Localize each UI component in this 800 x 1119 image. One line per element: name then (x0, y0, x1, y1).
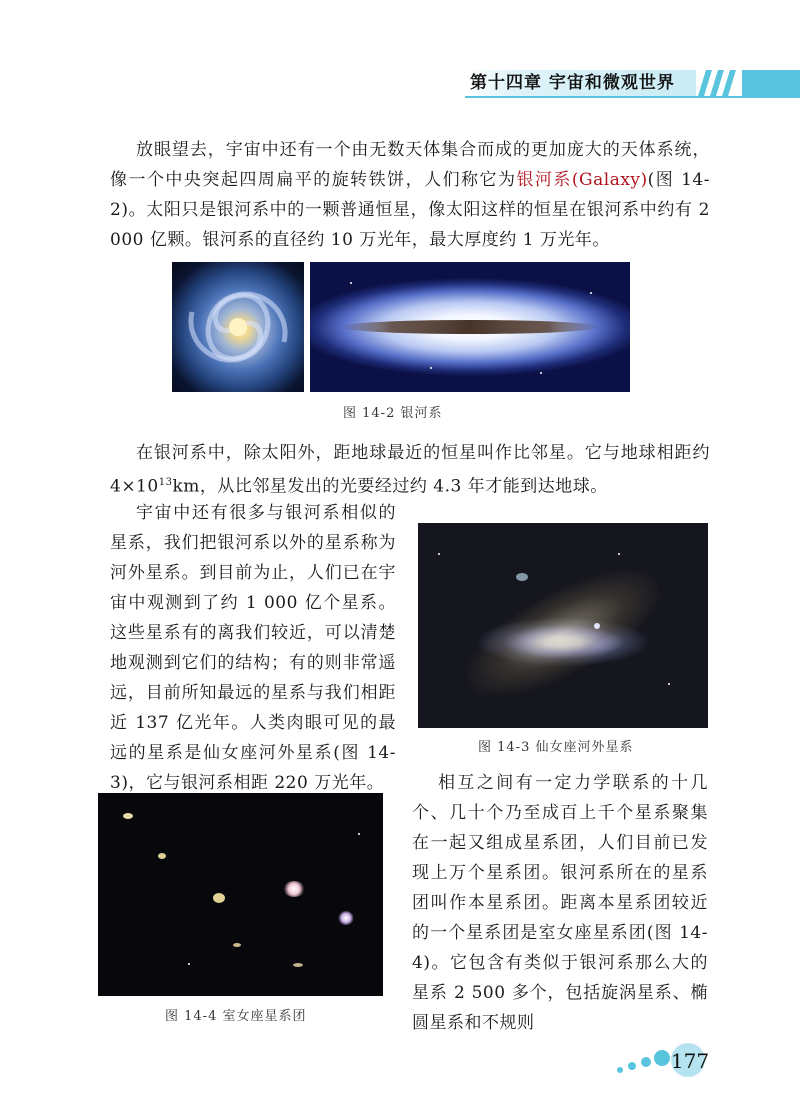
star (618, 553, 620, 555)
star (540, 372, 542, 374)
galactic-dust-lane (340, 320, 600, 334)
figure-14-2-caption: 图 14-2 银河系 (343, 406, 443, 421)
figure-14-3-caption: 图 14-3 仙女座河外星系 (478, 740, 634, 755)
header-stripes-decoration (692, 70, 800, 96)
exponent: 13 (158, 477, 173, 488)
galaxy-dot (123, 813, 133, 819)
milky-way-edge-on-image (310, 262, 630, 392)
galaxy-dot (233, 943, 241, 947)
term-galaxy: 银河系(Galaxy) (516, 170, 648, 190)
paragraph-galaxy-cluster: 相互之间有一定力学联系的十几个、几十个乃至成百上千个星系聚集在一起又组成星系团，人们目前已发现上万个星系团。银河系所在的星系团叫作本星系团。距离本星系团较近的一个星系团是室女座星系团(图 14-4)。它包含有类似于银河系那么大的星系 2 500 多个，包括旋涡星系、椭圆星系和不规则 (412, 773, 708, 1033)
virgo-cluster-image (98, 793, 383, 996)
star (594, 623, 600, 629)
paragraph-extragalactic: 宇宙中还有很多与银河系相似的星系，我们把银河系以外的星系称为河外星系。到目前为止，人们已在宇宙中观测到了约 1 000 亿个星系。这些星系有的离我们较近，可以清楚地观测到它们的结构；有的则非常遥远，目前所知最远的星系与我们相距近 137 亿光年。人类肉眼可见的最远的星系是仙女座河外星系(图 14-3)，它与银河系相距 220 万光年。 (110, 503, 396, 793)
chapter-title: 第十四章 宇宙和微观世界 (470, 73, 675, 93)
paragraph-text: 在银河系中，除太阳外，距地球最近的恒星叫作比邻星。它与地球相距约 4×10 (110, 443, 710, 497)
milky-way-spiral-image (172, 262, 304, 392)
spiral-arms (172, 262, 304, 392)
star (430, 367, 432, 369)
paragraph-milky-way (110, 135, 710, 255)
header-rule (465, 96, 800, 98)
paragraph-text: km，从比邻星发出的光要经过约 4.3 年才能到达地球。 (172, 476, 608, 497)
paragraph-text: (图 14-2)。太阳只是银河系中的一颗普通恒星，像太阳这样的恒星在银河系中约有 2 000 亿颗。银河系的直径约 10 万光年，最大厚度约 1 万光年。 (110, 170, 710, 250)
paragraph-text: 放眼望去，宇宙中还有一个由无数天体集合而成的更加庞大的天体系统，像一个中央突起四周扁平的旋转铁饼，人们称它为 (110, 140, 710, 190)
galaxy-dot (283, 881, 305, 897)
andromeda-galaxy-image (418, 523, 708, 728)
star (438, 553, 440, 555)
galaxy-dot (338, 911, 354, 925)
satellite-galaxy (516, 573, 528, 581)
star (358, 833, 360, 835)
galaxy-dot (293, 963, 303, 967)
star (188, 963, 190, 965)
star (350, 282, 352, 284)
star (668, 683, 670, 685)
page-number: 177 (670, 1049, 710, 1073)
andromeda-halo (452, 548, 675, 717)
galaxy-dot (158, 853, 166, 859)
figure-14-4-caption: 图 14-4 室女座星系团 (165, 1009, 307, 1024)
star (590, 292, 592, 294)
paragraph-proxima (110, 438, 710, 502)
galaxy-dot (213, 893, 225, 903)
